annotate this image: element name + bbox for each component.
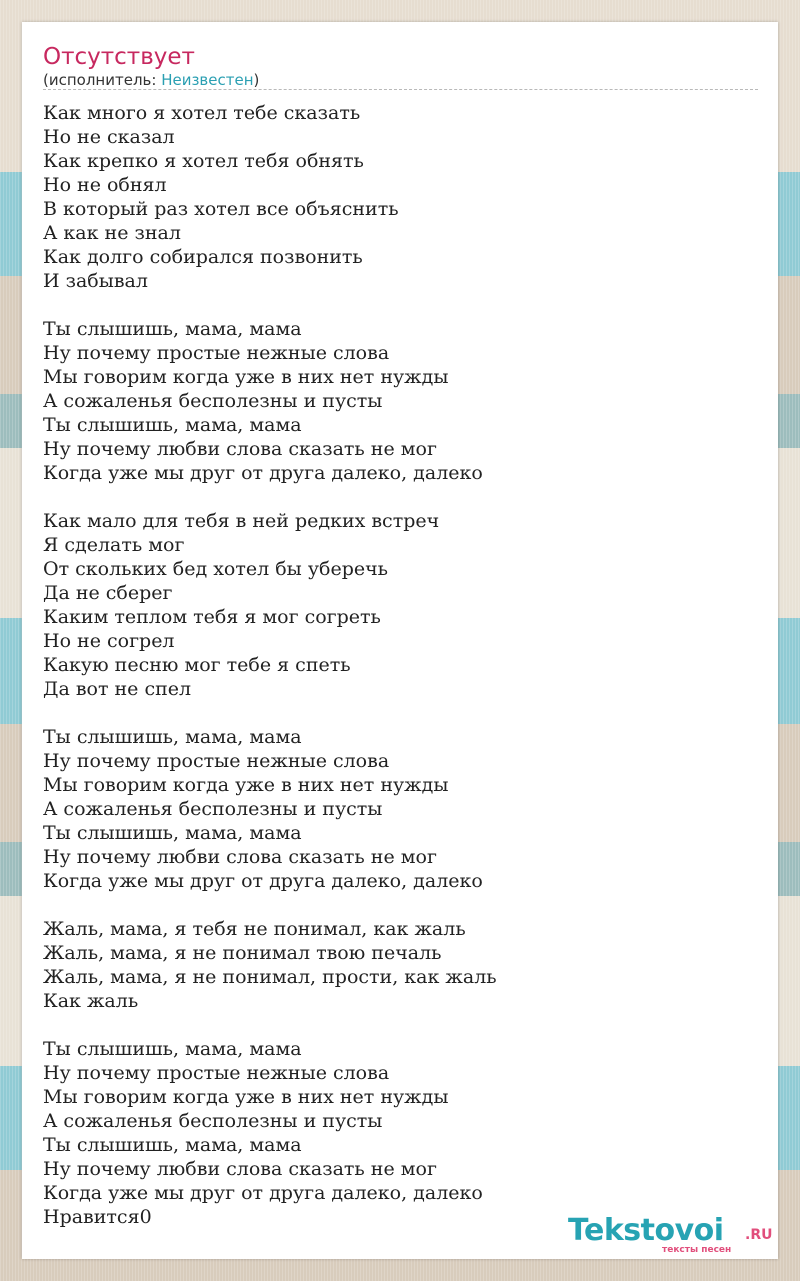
- lyric-line: Ты слышишь, мама, мама: [43, 822, 302, 844]
- lyric-line: Да не сберег: [43, 582, 173, 604]
- lyric-line: Ну почему любви слова сказать не мог: [43, 1158, 437, 1180]
- lyric-line: Ну почему любви слова сказать не мог: [43, 846, 437, 868]
- lyric-line: Но не согрел: [43, 630, 175, 652]
- likes-count: 0: [139, 1206, 152, 1228]
- stanza-break: [43, 1013, 763, 1037]
- stanza-break: [43, 701, 763, 725]
- lyric-line: Ты слышишь, мама, мама: [43, 318, 302, 340]
- lyric-line: Каким теплом тебя я мог согреть: [43, 606, 381, 628]
- lyric-line: От скольких бед хотел бы уберечь: [43, 558, 389, 580]
- stanza-break: [43, 293, 763, 317]
- lyric-line: Мы говорим когда уже в них нет нужды: [43, 1086, 449, 1108]
- lyric-line: Мы говорим когда уже в них нет нужды: [43, 774, 449, 796]
- lyric-line: Ты слышишь, мама, мама: [43, 726, 302, 748]
- likes-label: Нравится: [43, 1206, 140, 1228]
- lyric-line: Жаль, мама, я не понимал твою печаль: [43, 942, 442, 964]
- song-title: Отсутствует: [43, 44, 195, 70]
- lyric-line: Ну почему любви слова сказать не мог: [43, 438, 437, 460]
- lyric-line: Ну почему простые нежные слова: [43, 342, 390, 364]
- lyric-line: Я сделать мог: [43, 534, 185, 556]
- site-logo[interactable]: [568, 1212, 778, 1256]
- lyric-line: Как мало для тебя в ней редких встреч: [43, 510, 440, 532]
- lyric-line: Ты слышишь, мама, мама: [43, 414, 302, 436]
- lyric-line: Жаль, мама, я не понимал, прости, как жаль: [43, 966, 497, 988]
- lyric-line: Но не сказал: [43, 126, 175, 148]
- artist-suffix: ): [253, 71, 260, 89]
- lyric-line: А сожаленья бесполезны и пусты: [43, 390, 383, 412]
- lyric-line: Ну почему простые нежные слова: [43, 750, 390, 772]
- artist-line: [43, 71, 259, 89]
- lyric-line: Какую песню мог тебе я спеть: [43, 654, 351, 676]
- lyric-line: Жаль, мама, я тебя не понимал, как жаль: [43, 918, 466, 940]
- lyric-line: Ты слышишь, мама, мама: [43, 1038, 302, 1060]
- logo-tld: .RU: [745, 1227, 773, 1243]
- lyric-line: А как не знал: [43, 222, 181, 244]
- logo-tagline: тексты песен: [662, 1245, 732, 1255]
- stanza-break: [43, 893, 763, 917]
- lyrics-text: [43, 101, 763, 1205]
- logo-name: Tekstovoi: [568, 1213, 724, 1248]
- lyric-line: Когда уже мы друг от друга далеко, далеко: [43, 462, 483, 484]
- lyric-line: Ну почему простые нежные слова: [43, 1062, 390, 1084]
- artist-prefix: (исполнитель:: [43, 71, 162, 89]
- lyric-line: В который раз хотел все объяснить: [43, 198, 399, 220]
- stanza-break: [43, 485, 763, 509]
- lyric-line: Как жаль: [43, 990, 139, 1012]
- artist-link[interactable]: Неизвестен: [161, 71, 254, 89]
- lyric-line: Да вот не спел: [43, 678, 192, 700]
- lyric-line: Но не обнял: [43, 174, 167, 196]
- lyric-line: Ты слышишь, мама, мама: [43, 1134, 302, 1156]
- lyric-line: А сожаленья бесполезны и пусты: [43, 1110, 383, 1132]
- lyric-line: Как долго собирался позвонить: [43, 246, 363, 268]
- title-divider: [43, 89, 758, 90]
- lyric-line: Как крепко я хотел тебя обнять: [43, 150, 364, 172]
- lyric-line: А сожаленья бесполезны и пусты: [43, 798, 383, 820]
- lyric-line: Когда уже мы друг от друга далеко, далеко: [43, 1182, 483, 1204]
- lyric-line: Как много я хотел тебе сказать: [43, 102, 361, 124]
- lyric-line: Мы говорим когда уже в них нет нужды: [43, 366, 449, 388]
- lyric-line: И забывал: [43, 270, 148, 292]
- lyric-line: Когда уже мы друг от друга далеко, далеко: [43, 870, 483, 892]
- lyrics-card: [22, 22, 778, 1259]
- likes-counter[interactable]: [43, 1205, 152, 1229]
